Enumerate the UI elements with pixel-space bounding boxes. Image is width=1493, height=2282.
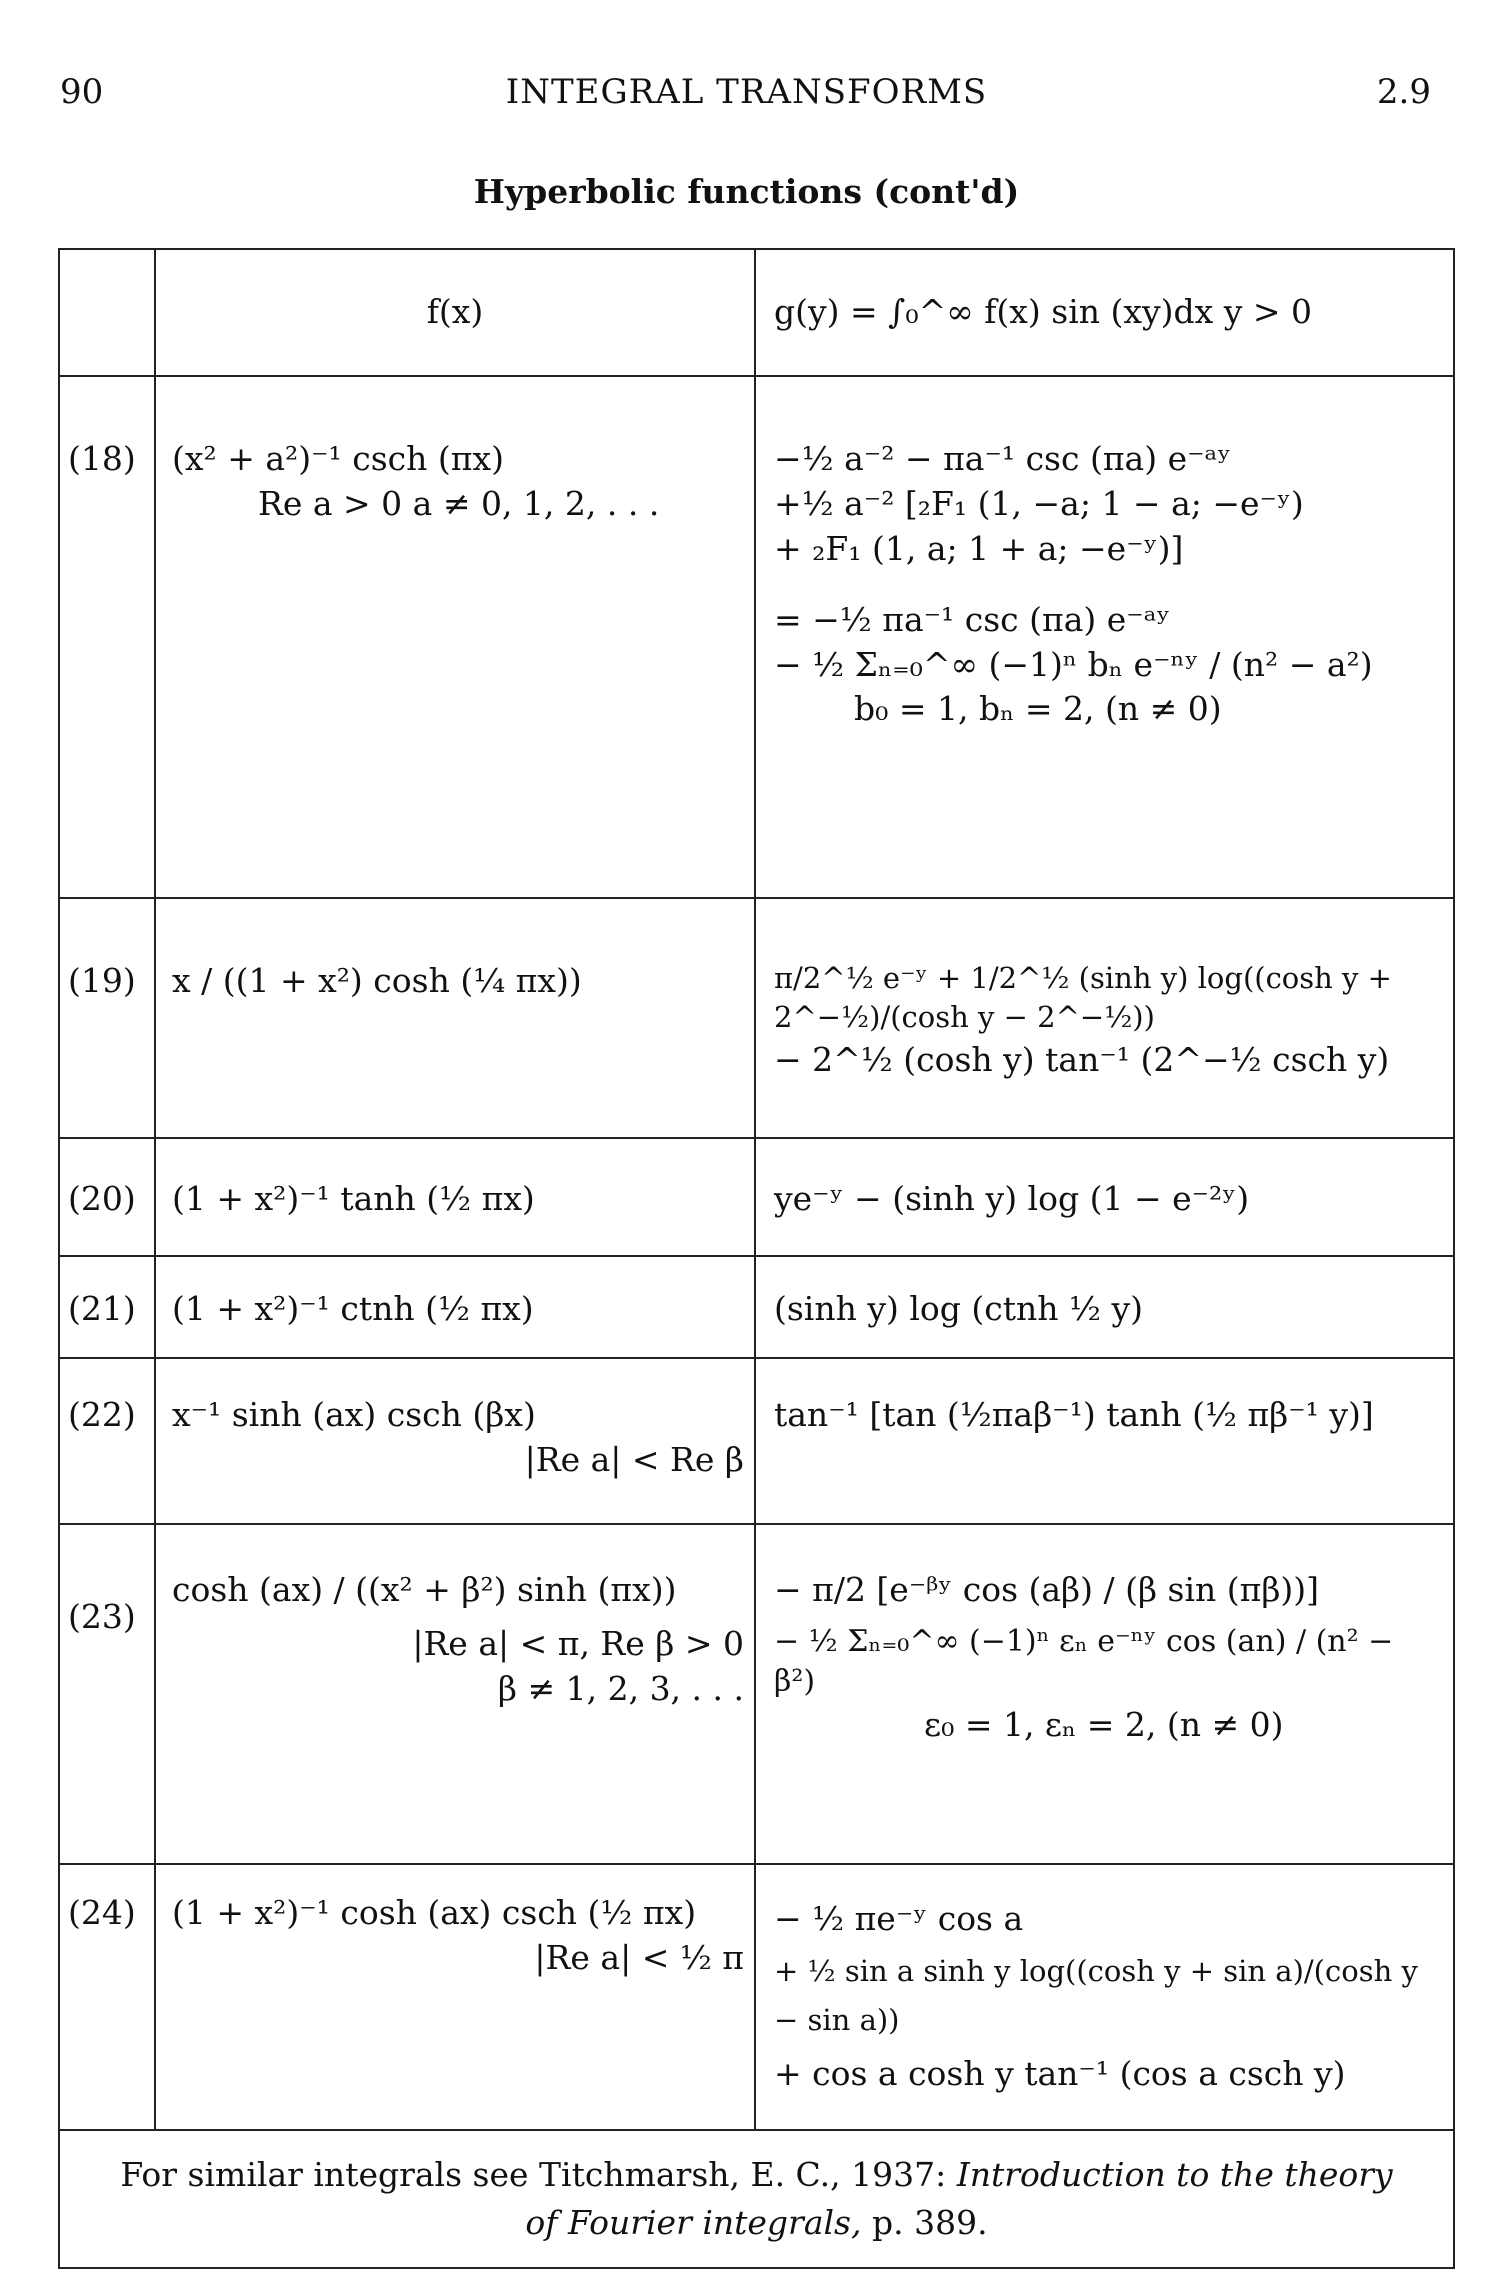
num-header-cell — [59, 249, 155, 376]
gy-line: − ½ Σₙ₌₀^∞ (−1)ⁿ bₙ e⁻ⁿʸ / (n² − a²) — [774, 644, 1373, 684]
gy-header: g(y) = ∫₀^∞ f(x) sin (xy)dx y > 0 — [755, 249, 1454, 376]
footnote-book-title: Introduction to the theory of Fourier integrals, — [525, 2155, 1393, 2242]
gy-line: tan⁻¹ [tan (½πaβ⁻¹) tanh (½ πβ⁻¹ y)] — [774, 1395, 1374, 1434]
table-row — [59, 898, 1454, 1138]
gy-cell — [755, 1864, 1454, 2130]
fx-line: Re a > 0 a ≠ 0, 1, 2, . . . — [258, 483, 660, 523]
fx-line: (1 + x²)⁻¹ cosh (ax) csch (½ πx) — [172, 1893, 697, 1932]
fx-cell — [155, 898, 755, 1138]
row-number: (23) — [59, 1524, 155, 1864]
gy-cell — [755, 1256, 1454, 1358]
footnote-page: p. 389. — [871, 2202, 988, 2242]
gy-line: ye⁻ʸ − (sinh y) log (1 − e⁻²ʸ) — [774, 1179, 1250, 1218]
row-number: (18) — [59, 376, 155, 898]
fx-line: (x² + a²)⁻¹ csch (πx) — [172, 439, 504, 478]
table-row — [59, 1358, 1454, 1524]
gy-line: + cos a cosh y tan⁻¹ (cos a csch y) — [774, 2053, 1346, 2093]
fx-line: |Re a| < ½ π — [534, 1937, 744, 1977]
gy-cell — [755, 898, 1454, 1138]
fx-line: (1 + x²)⁻¹ tanh (½ πx) — [172, 1179, 535, 1218]
row-number: (21) — [59, 1256, 155, 1358]
gy-line: (sinh y) log (ctnh ½ y) — [774, 1289, 1144, 1328]
gy-line: −½ a⁻² − πa⁻¹ csc (πa) e⁻ᵃʸ — [774, 439, 1232, 478]
transform-table — [58, 248, 1455, 2269]
gy-line: = −½ πa⁻¹ csc (πa) e⁻ᵃʸ — [774, 599, 1171, 639]
section-number: 2.9 — [1376, 72, 1431, 112]
header-row — [59, 249, 1454, 376]
fx-cell — [155, 1256, 755, 1358]
fx-line: |Re a| < Re β — [524, 1439, 744, 1479]
gy-line: + ₂F₁ (1, a; 1 + a; −e⁻ʸ)] — [774, 528, 1184, 568]
gy-line: + ½ sin a sinh y log((cosh y + sin a)/(cosh y − sin a)) — [774, 1954, 1418, 2038]
gy-line: − ½ πe⁻ʸ cos a — [774, 1899, 1024, 1938]
table-row — [59, 1138, 1454, 1256]
fx-line: cosh (ax) / ((x² + β²) sinh (πx)) — [172, 1570, 677, 1609]
fx-cell — [155, 376, 755, 898]
gy-line: +½ a⁻² [₂F₁ (1, −a; 1 − a; −e⁻ʸ) — [774, 483, 1304, 523]
row-number: (24) — [59, 1864, 155, 2130]
table-row — [59, 1864, 1454, 2130]
row-number: (19) — [59, 898, 155, 1138]
footnote — [59, 2130, 1454, 2268]
table-row — [59, 376, 1454, 898]
footnote-text: For similar integrals see Titchmarsh, E. C., 1937: — [120, 2155, 947, 2194]
fx-line: x⁻¹ sinh (ax) csch (βx) — [172, 1395, 536, 1434]
gy-cell — [755, 376, 1454, 898]
fx-line: (1 + x²)⁻¹ ctnh (½ πx) — [172, 1289, 534, 1328]
gy-line: b₀ = 1, bₙ = 2, (n ≠ 0) — [854, 689, 1222, 729]
footnote-row — [59, 2130, 1454, 2268]
gy-line: π/2^½ e⁻ʸ + 1/2^½ (sinh y) log((cosh y + 2^−½)/(cosh y − 2^−½)) — [774, 961, 1392, 1035]
page-number: 90 — [60, 72, 104, 112]
gy-cell — [755, 1358, 1454, 1524]
gy-line: − 2^½ (cosh y) tan⁻¹ (2^−½ csch y) — [774, 1039, 1390, 1079]
running-title: INTEGRAL TRANSFORMS — [505, 72, 988, 112]
table-row — [59, 1256, 1454, 1358]
gy-line: − ½ Σₙ₌₀^∞ (−1)ⁿ εₙ e⁻ⁿʸ cos (an) / (n² − β²) — [774, 1623, 1394, 1700]
fx-header: f(x) — [155, 249, 755, 376]
row-number: (20) — [59, 1138, 155, 1256]
fx-cell — [155, 1138, 755, 1256]
fx-line: x / ((1 + x²) cosh (¼ πx)) — [172, 961, 582, 1000]
fx-line: |Re a| < π, Re β > 0 — [412, 1623, 744, 1663]
fx-cell — [155, 1524, 755, 1864]
fx-line: β ≠ 1, 2, 3, . . . — [497, 1668, 744, 1708]
fx-cell — [155, 1358, 755, 1524]
gy-cell — [755, 1138, 1454, 1256]
gy-cell — [755, 1524, 1454, 1864]
fx-cell — [155, 1864, 755, 2130]
row-number: (22) — [59, 1358, 155, 1524]
gy-line: ε₀ = 1, εₙ = 2, (n ≠ 0) — [924, 1705, 1284, 1745]
table-subtitle: Hyperbolic functions (cont'd) — [473, 172, 1020, 211]
table-row — [59, 1524, 1454, 1864]
gy-line: − π/2 [e⁻ᵝʸ cos (aβ) / (β sin (πβ))] — [774, 1570, 1320, 1609]
